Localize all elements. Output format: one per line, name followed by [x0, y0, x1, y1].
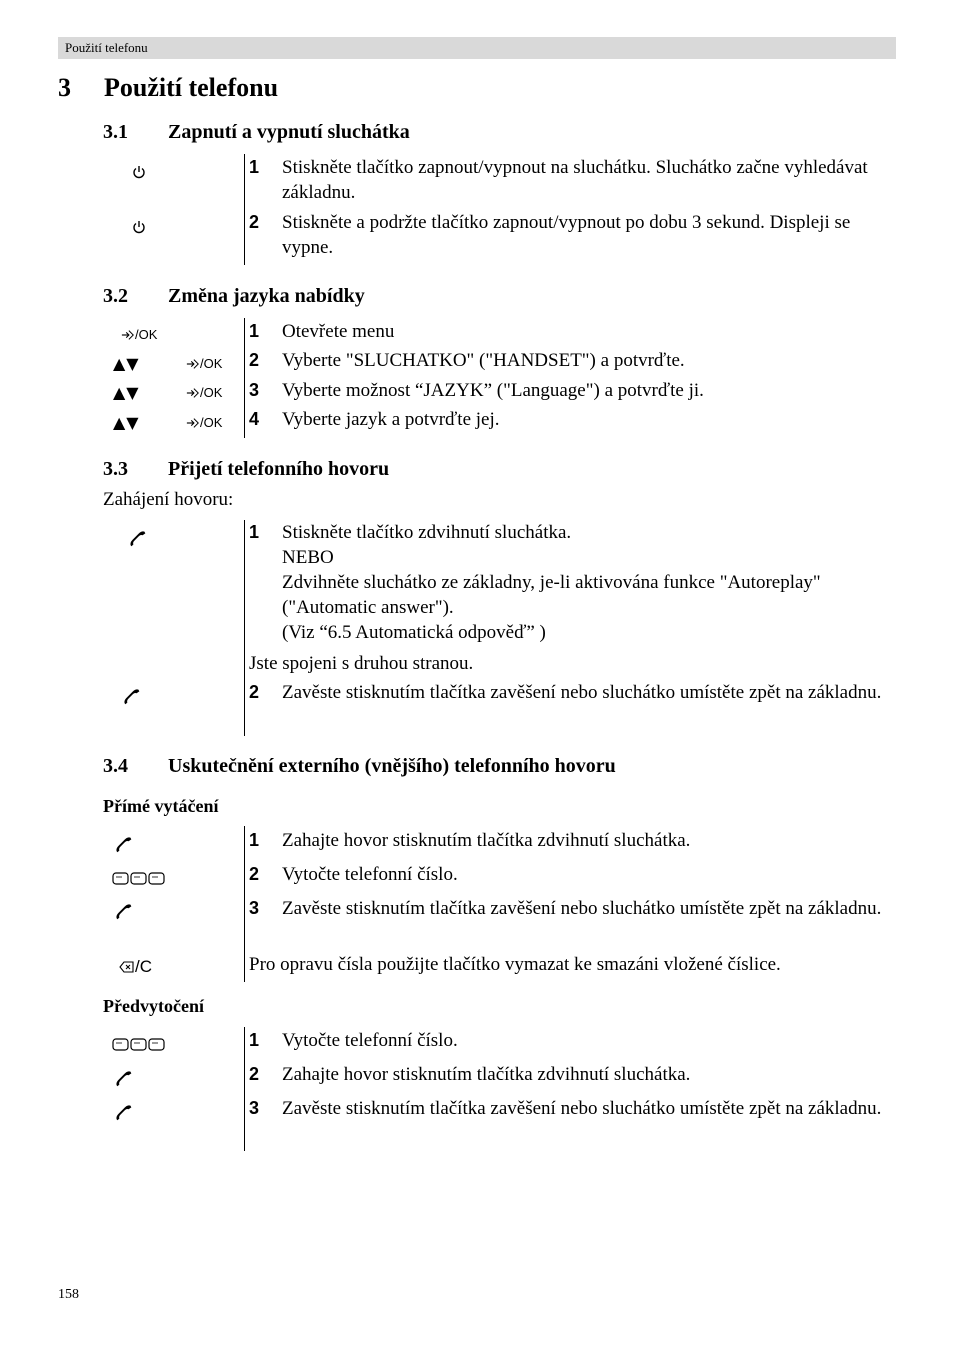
step-text: Zavěste stisknutím tlačítka zavěšení nebo sluchátko umístěte zpět na základnu.: [282, 1098, 882, 1119]
step-item: [249, 828, 894, 853]
step-item: [249, 896, 894, 921]
note-text: Pro opravu čísla použijte tlačítko vymazat ke smazáni vložené číslice.: [249, 954, 781, 975]
step-item: [249, 520, 894, 645]
keypad-icon: [112, 1037, 166, 1053]
step-text: Zavěste stisknutím tlačítka zavěšení nebo sluchátko umístěte zpět na základnu.: [282, 898, 882, 919]
section-heading-3-1: [103, 119, 410, 145]
step-number: 2: [249, 1064, 260, 1084]
step-number: 3: [249, 898, 260, 918]
ok-label: /OK: [135, 327, 158, 342]
step-divider: [244, 1027, 245, 1151]
running-header-title: Použití telefonu: [65, 40, 148, 55]
power-icon: [131, 219, 147, 235]
running-header: [58, 37, 896, 59]
step-text: Otevřete menu: [282, 321, 395, 342]
menu-ok-icon: [186, 356, 222, 372]
chapter-title-text: Použití telefonu: [104, 73, 279, 102]
step-text: Vyberte "SLUCHATKO" ("HANDSET") a potvrďte.: [282, 350, 685, 371]
ok-label: /OK: [200, 356, 223, 371]
step-number: 2: [249, 350, 260, 370]
menu-ok-icon: [186, 385, 222, 401]
phone-handset-icon: [113, 1067, 135, 1089]
section-heading-3-2: [103, 283, 365, 309]
ok-label: /OK: [200, 385, 223, 400]
step-text: Stiskněte tlačítko zapnout/vypnout na sluchátku. Sluchátko začne vyhledávat základnu.: [282, 157, 868, 203]
section-number: 3.3: [103, 458, 128, 480]
chapter-number: 3: [58, 73, 71, 102]
step-text: Vytočte telefonní číslo.: [282, 1030, 458, 1051]
step-text: Zahajte hovor stisknutím tlačítka zdvihnutí sluchátka.: [282, 1064, 691, 1085]
step-item: [249, 680, 894, 705]
section-number: 3.1: [103, 121, 128, 143]
step-item: [249, 1028, 894, 1053]
section-title: Uskutečnění externího (vnějšího) telefonního hovoru: [168, 755, 616, 777]
clear-label: /C: [135, 957, 152, 976]
step-item: [249, 319, 894, 344]
step-divider: [244, 826, 245, 982]
step-number: 1: [249, 1030, 260, 1050]
step-text: Vyberte jazyk a potvrďte jej.: [282, 409, 500, 430]
intro-text: Zahájení hovoru:: [103, 489, 234, 510]
menu-ok-icon: [186, 415, 222, 431]
step-text: Vytočte telefonní číslo.: [282, 864, 458, 885]
ok-label: /OK: [200, 415, 223, 430]
section-title: Přijetí telefonního hovoru: [168, 458, 390, 480]
step-number: 4: [249, 409, 260, 429]
step-number: 2: [249, 864, 260, 884]
phone-handset-icon: [121, 685, 143, 707]
step-number: 1: [249, 522, 260, 542]
section-number: 3.4: [103, 755, 128, 777]
step-item: [249, 1096, 894, 1121]
power-icon: [131, 164, 147, 180]
step-number: 1: [249, 830, 260, 850]
step-text: Zahajte hovor stisknutím tlačítka zdvihnutí sluchátka.: [282, 830, 691, 851]
page-number: 158: [58, 1287, 79, 1302]
step-item: [249, 378, 894, 403]
subheading-direct-dialing: Přímé vytáčení: [103, 796, 219, 816]
step-item: [249, 210, 894, 260]
step-item: [249, 1062, 894, 1087]
menu-ok-icon: [121, 327, 157, 343]
phone-handset-icon: [127, 527, 149, 549]
note-text: Jste spojeni s druhou stranou.: [249, 653, 474, 674]
up-down-arrows-icon: ▲▼: [113, 413, 140, 432]
chapter-title: [58, 72, 278, 104]
step-number: 2: [249, 682, 260, 702]
phone-handset-icon: [113, 1101, 135, 1123]
phone-handset-icon: [113, 833, 135, 855]
keypad-icon: [112, 871, 166, 887]
step-number: 2: [249, 212, 260, 232]
subheading-predialing: Předvytočení: [103, 996, 204, 1016]
step-divider: [244, 520, 245, 736]
up-down-arrows-icon: ▲▼: [113, 383, 140, 402]
step-item: [249, 348, 894, 373]
section-number: 3.2: [103, 285, 128, 307]
step-item: [249, 407, 894, 432]
step-number: 1: [249, 157, 260, 177]
step-number: 1: [249, 321, 260, 341]
step-text: Stiskněte a podržte tlačítko zapnout/vypnout po dobu 3 sekund. Displeji se vypne.: [282, 212, 851, 258]
step-text: Vyberte možnost “JAZYK” ("Language") a potvrďte ji.: [282, 380, 704, 401]
step-number: 3: [249, 380, 260, 400]
step-item: [249, 862, 894, 887]
step-item: [249, 155, 894, 205]
up-down-arrows-icon: ▲▼: [113, 354, 140, 373]
section-heading-3-4: [103, 753, 616, 779]
section-title: Zapnutí a vypnutí sluchátka: [168, 121, 410, 143]
step-divider: [244, 318, 245, 438]
section-title: Změna jazyka nabídky: [168, 285, 365, 307]
step-text: Zavěste stisknutím tlačítka zavěšení nebo sluchátko umístěte zpět na základnu.: [282, 682, 882, 703]
step-text: Stiskněte tlačítko zdvihnutí sluchátka. NEBO Zdvihněte sluchátko ze základny, je-li aktivována funkce "Autoreplay" ("Automatic answer"). (Viz “6.5 Automatická odpověď” ): [282, 522, 821, 643]
phone-handset-icon: [113, 900, 135, 922]
clear-c-icon: [119, 958, 152, 976]
section-heading-3-3: [103, 456, 389, 482]
step-number: 3: [249, 1098, 260, 1118]
step-divider: [244, 154, 245, 265]
